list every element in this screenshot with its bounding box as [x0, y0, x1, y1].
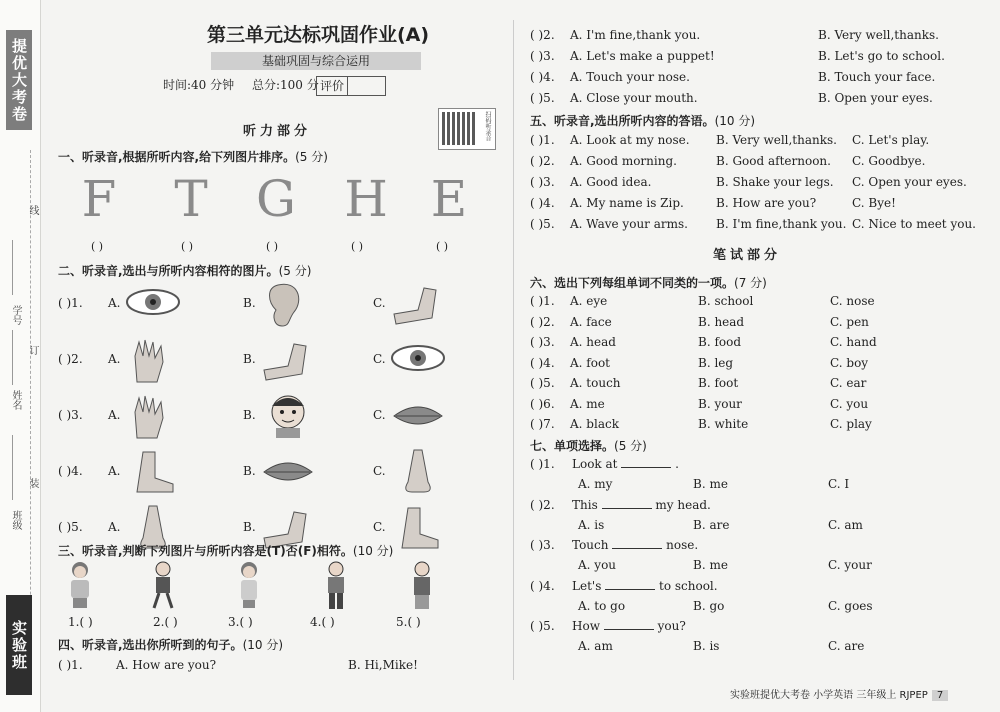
q2-title: 二、听录音,选出与所听内容相符的图片。(5 分) — [58, 264, 312, 278]
q4-option-b: B. Let's go to school. — [818, 49, 945, 63]
q6-option-c: C. play — [830, 417, 872, 431]
hand-picture[interactable] — [123, 392, 183, 442]
ear-picture[interactable] — [258, 280, 318, 330]
listening-heading: 听力部分 — [243, 124, 312, 139]
q7-item-3 — [530, 538, 985, 576]
q4-item-number[interactable]: ( )4. — [530, 70, 555, 84]
q5-option-c: C. Let's play. — [852, 133, 930, 147]
hand-picture[interactable] — [123, 336, 183, 386]
qr-code[interactable] — [438, 108, 496, 150]
eye-picture[interactable] — [123, 280, 183, 330]
q7-option-c: C. are — [828, 639, 865, 653]
q4-item-2 — [530, 28, 980, 46]
q4-item-3 — [530, 49, 980, 67]
exam-meta — [163, 76, 333, 93]
q4-option-a: A. I'm fine,thank you. — [570, 28, 701, 42]
q5-option-b: B. Good afternoon. — [716, 154, 831, 168]
q6-option-b: B. head — [698, 314, 745, 329]
q1-answer-1[interactable]: ( ) — [91, 240, 104, 253]
q5-item-number[interactable]: ( )2. — [530, 154, 555, 168]
q5-option-b: B. How are you? — [716, 196, 817, 210]
q5-title: 五、听录音,选出所听内容的答语。(10 分) — [530, 114, 756, 128]
q7-sentence — [572, 579, 718, 593]
page-subtitle: 基础巩固与综合运用 — [211, 52, 421, 70]
q4-item-number[interactable]: ( )2. — [530, 28, 555, 42]
q5-option-b: B. Very well,thanks. — [716, 133, 837, 147]
q6-item-1 — [530, 294, 985, 312]
girl-touching-picture — [234, 560, 264, 612]
q6-option-a: A. foot — [570, 355, 611, 370]
brand-logo-bottom: 实验班 — [6, 595, 32, 695]
q6-title: 六、选出下列每组单词不同类的一项。(7 分) — [530, 276, 767, 290]
q6-option-c: C. ear — [830, 376, 867, 390]
q6-item-7 — [530, 417, 985, 435]
q2-label-a: A. — [108, 352, 121, 366]
q4-option-a: A. Touch your nose. — [570, 70, 690, 84]
q7-option-c: C. I — [828, 477, 850, 491]
q7-option-b: B. me — [693, 477, 728, 491]
q7-item-number[interactable]: ( )1. — [530, 457, 555, 471]
q6-option-a: A. black — [570, 417, 619, 431]
q2-label-b: B. — [243, 296, 256, 310]
q7-item-number[interactable]: ( )5. — [530, 619, 555, 633]
q7-item-number[interactable]: ( )3. — [530, 538, 555, 552]
q4-item-4 — [530, 70, 980, 88]
q5-item-5 — [530, 217, 985, 235]
q7-sentence-start: Touch — [572, 538, 609, 552]
q6-option-c: C. hand — [830, 335, 877, 349]
q2-label-a: A. — [108, 408, 121, 422]
q5-option-a: A. Good morning. — [570, 154, 677, 168]
q5-option-a: A. Wave your arms. — [570, 217, 688, 231]
q7-option-a: A. you — [578, 558, 617, 572]
q7-answer-blank[interactable] — [621, 457, 671, 468]
q6-item-number[interactable]: ( )5. — [530, 376, 555, 390]
q7-item-number[interactable]: ( )2. — [530, 497, 555, 512]
q7-sentence-end: to school. — [659, 578, 718, 593]
q7-answer-blank[interactable] — [612, 538, 662, 549]
q6-item-number[interactable]: ( )1. — [530, 294, 555, 308]
q7-option-c: C. your — [828, 558, 872, 572]
page-number: 7 — [932, 690, 948, 701]
letter-f-picture: F — [81, 170, 117, 228]
q5-option-c: C. Bye! — [852, 196, 896, 210]
q1-answer-5[interactable]: ( ) — [436, 240, 449, 253]
q3-answer-3[interactable]: 3.( ) — [228, 615, 253, 629]
q4-option-b: B. Open your eyes. — [818, 91, 933, 105]
q7-option-b: B. go — [693, 598, 725, 613]
q7-sentence-end: my head. — [655, 497, 711, 512]
q6-option-b: B. leg — [698, 355, 734, 370]
girl-waving-picture — [62, 560, 98, 612]
q2-label-a: A. — [108, 520, 121, 534]
foot-picture[interactable] — [123, 448, 183, 498]
q6-option-b: B. your — [698, 396, 742, 411]
q4-option-a: A. How are you? — [116, 658, 217, 672]
q2-answer-bracket[interactable]: ( )3. — [58, 408, 83, 422]
q5-item-2 — [530, 154, 985, 172]
q7-answer-blank[interactable] — [602, 498, 652, 509]
q6-item-number[interactable]: ( )3. — [530, 335, 555, 349]
q2-label-b: B. — [243, 352, 256, 366]
q4-item-5 — [530, 91, 980, 109]
q3-answer-1[interactable]: 1.( ) — [68, 615, 93, 629]
binding-spine — [0, 0, 41, 712]
q1-answer-4[interactable]: ( ) — [351, 240, 364, 253]
nose-picture[interactable] — [388, 448, 448, 498]
evaluation-box[interactable] — [316, 76, 386, 96]
q6-item-5 — [530, 376, 985, 394]
q6-option-c: C. you — [830, 396, 869, 411]
q6-option-b: B. foot — [698, 376, 739, 390]
mouth-picture[interactable] — [388, 392, 448, 442]
eye-picture[interactable] — [388, 336, 448, 386]
q7-sentence-end: . — [675, 457, 679, 471]
q7-sentence-start: How — [572, 619, 600, 633]
q4-option-b: B. Hi,Mike! — [348, 658, 418, 672]
q7-option-b: B. is — [693, 639, 720, 653]
q5-option-c: C. Open your eyes. — [852, 175, 967, 189]
q7-option-a: A. my — [578, 477, 613, 491]
q6-option-c: C. boy — [830, 355, 869, 370]
mouth-picture[interactable] — [258, 448, 318, 498]
q2-row — [58, 280, 498, 332]
qr-caption: 扫码听录音 — [484, 111, 491, 141]
q2-label-a: A. — [108, 464, 121, 478]
q6-item-2 — [530, 315, 985, 333]
cut-mark-bind: 订 — [27, 345, 38, 355]
q6-option-b: B. white — [698, 417, 749, 431]
q5-item-4 — [530, 196, 985, 214]
field-class: 班级 — [10, 510, 21, 530]
q5-item-number[interactable]: ( )1. — [530, 133, 555, 147]
q5-item-1 — [530, 133, 985, 151]
letter-h-picture: H — [344, 170, 388, 228]
q2-answer-bracket[interactable]: ( )5. — [58, 520, 83, 534]
q1-answer-2[interactable]: ( ) — [181, 240, 194, 253]
q3-answer-2[interactable]: 2.( ) — [153, 615, 178, 629]
q7-answer-blank[interactable] — [604, 619, 654, 630]
q6-option-c: C. pen — [830, 314, 869, 329]
q2-label-b: B. — [243, 464, 256, 478]
q5-option-b: B. Shake your legs. — [716, 175, 834, 189]
q5-option-a: A. My name is Zip. — [570, 196, 684, 210]
q7-item-5 — [530, 619, 985, 657]
q3-title: 三、听录音,判断下列图片与所听内容是(T)否(F)相符。(10 分) — [58, 544, 394, 558]
q7-option-a: A. is — [578, 517, 605, 532]
q2-label-c: C. — [373, 464, 386, 478]
footer-text: 实验班提优大考卷 小学英语 三年级上 RJPEP — [730, 690, 928, 701]
q1-answer-3[interactable]: ( ) — [266, 240, 279, 253]
q5-option-b: B. I'm fine,thank you. — [716, 217, 847, 231]
q7-sentence-end: you? — [657, 619, 686, 633]
page-title: 第三单元达标巩固作业(A) — [206, 24, 430, 46]
q5-option-a: A. Good idea. — [570, 175, 652, 189]
q2-label-c: C. — [373, 408, 386, 422]
q2-label-b: B. — [243, 408, 256, 422]
q7-option-a: A. to go — [578, 598, 626, 613]
q6-item-number[interactable]: ( )4. — [530, 355, 555, 370]
q4-title: 四、听录音,选出你所听到的句子。(10 分) — [58, 638, 284, 652]
q2-answer-bracket[interactable]: ( )4. — [58, 464, 83, 478]
q4-option-a: A. Let's make a puppet! — [570, 49, 715, 63]
q7-option-c: C. goes — [828, 598, 873, 613]
q6-option-a: A. head — [570, 335, 616, 349]
q2-answer-bracket[interactable]: ( )1. — [58, 296, 83, 310]
q2-label-c: C. — [373, 352, 386, 366]
column-divider — [513, 20, 514, 680]
time-limit: 时间:40 分钟 — [163, 78, 235, 92]
q5-option-a: A. Look at my nose. — [570, 133, 690, 147]
evaluation-label: 评价 — [317, 77, 348, 95]
q6-option-b: B. school — [698, 294, 754, 308]
q6-option-b: B. food — [698, 335, 742, 349]
letter-e-picture: E — [430, 170, 468, 228]
page-footer — [730, 686, 948, 701]
q2-row — [58, 448, 498, 500]
q7-sentence — [572, 498, 711, 512]
q7-option-c: C. am — [828, 517, 863, 532]
q7-sentence — [572, 457, 679, 471]
cut-mark-line: 线 — [27, 205, 38, 215]
writing-heading: 笔试部分 — [713, 248, 782, 263]
q6-option-c: C. nose — [830, 294, 875, 308]
q6-option-a: A. face — [570, 314, 612, 329]
q7-item-1 — [530, 457, 985, 495]
q3-answer-4[interactable]: 4.( ) — [310, 615, 335, 629]
brand-logo-top: 提优大考卷 — [6, 30, 32, 130]
q4-item-number[interactable]: ( )5. — [530, 91, 555, 105]
q7-sentence-start: Let's — [572, 578, 602, 593]
q7-sentence — [572, 538, 698, 552]
arm-picture[interactable] — [258, 336, 318, 386]
boy-pointing-picture — [408, 560, 436, 612]
q4-item-number[interactable]: ( )3. — [530, 49, 555, 63]
q5-option-c: C. Goodbye. — [852, 154, 926, 168]
q5-item-number[interactable]: ( )3. — [530, 175, 555, 189]
q7-item-4 — [530, 579, 985, 617]
q2-row — [58, 336, 498, 388]
q6-item-number[interactable]: ( )7. — [530, 417, 555, 431]
q6-option-a: A. eye — [570, 294, 608, 308]
q7-option-b: B. are — [693, 517, 730, 532]
q5-item-number[interactable]: ( )5. — [530, 217, 555, 231]
q2-label-b: B. — [243, 520, 256, 534]
q7-item-number[interactable]: ( )4. — [530, 578, 555, 593]
q7-option-a: A. am — [578, 639, 613, 653]
q2-answer-bracket[interactable]: ( )2. — [58, 352, 83, 366]
letter-t-picture: T — [174, 170, 208, 228]
q4-option-b: B. Touch your face. — [818, 70, 936, 84]
letter-g-picture: G — [256, 170, 296, 228]
q7-sentence-start: Look at — [572, 457, 618, 471]
q5-item-3 — [530, 175, 985, 193]
q7-sentence-end: nose. — [666, 538, 699, 552]
q7-item-2 — [530, 498, 985, 536]
q2-row — [58, 392, 498, 444]
q7-sentence-start: This — [572, 497, 598, 512]
arm-picture[interactable] — [388, 280, 448, 330]
field-name: 姓名 — [10, 390, 21, 410]
q5-item-number[interactable]: ( )4. — [530, 196, 555, 210]
q6-option-a: A. me — [570, 396, 605, 411]
q7-title: 七、单项选择。(5 分) — [530, 439, 647, 453]
q1-title: 一、听录音,根据所听内容,给下列图片排序。(5 分) — [58, 150, 328, 164]
q5-option-c: C. Nice to meet you. — [852, 217, 976, 231]
q2-label-c: C. — [373, 520, 386, 534]
q7-sentence — [572, 619, 686, 633]
q4-item-number[interactable]: ( )1. — [58, 658, 83, 672]
q7-answer-blank[interactable] — [605, 579, 655, 590]
q2-label-a: A. — [108, 296, 121, 310]
q6-item-6 — [530, 397, 985, 415]
q6-item-number[interactable]: ( )6. — [530, 396, 555, 411]
foot-picture[interactable] — [388, 504, 448, 554]
q7-option-b: B. me — [693, 558, 728, 572]
q4-option-a: A. Close your mouth. — [570, 91, 698, 105]
qr-code-icon — [442, 112, 475, 145]
q4-option-b: B. Very well,thanks. — [818, 28, 939, 42]
q6-item-3 — [530, 335, 985, 353]
q6-item-number[interactable]: ( )2. — [530, 314, 555, 329]
boy-standing-picture — [320, 560, 352, 612]
cut-mark-seal: 装 — [27, 478, 38, 488]
q6-option-a: A. touch — [570, 376, 621, 390]
q2-label-c: C. — [373, 296, 386, 310]
total-score: 总分:100 分 — [251, 78, 319, 92]
face-picture[interactable] — [258, 392, 318, 442]
boy-running-picture — [148, 560, 178, 612]
q6-item-4 — [530, 356, 985, 374]
q3-answer-5[interactable]: 5.( ) — [396, 615, 421, 629]
field-student-number: 学号 — [10, 305, 21, 325]
